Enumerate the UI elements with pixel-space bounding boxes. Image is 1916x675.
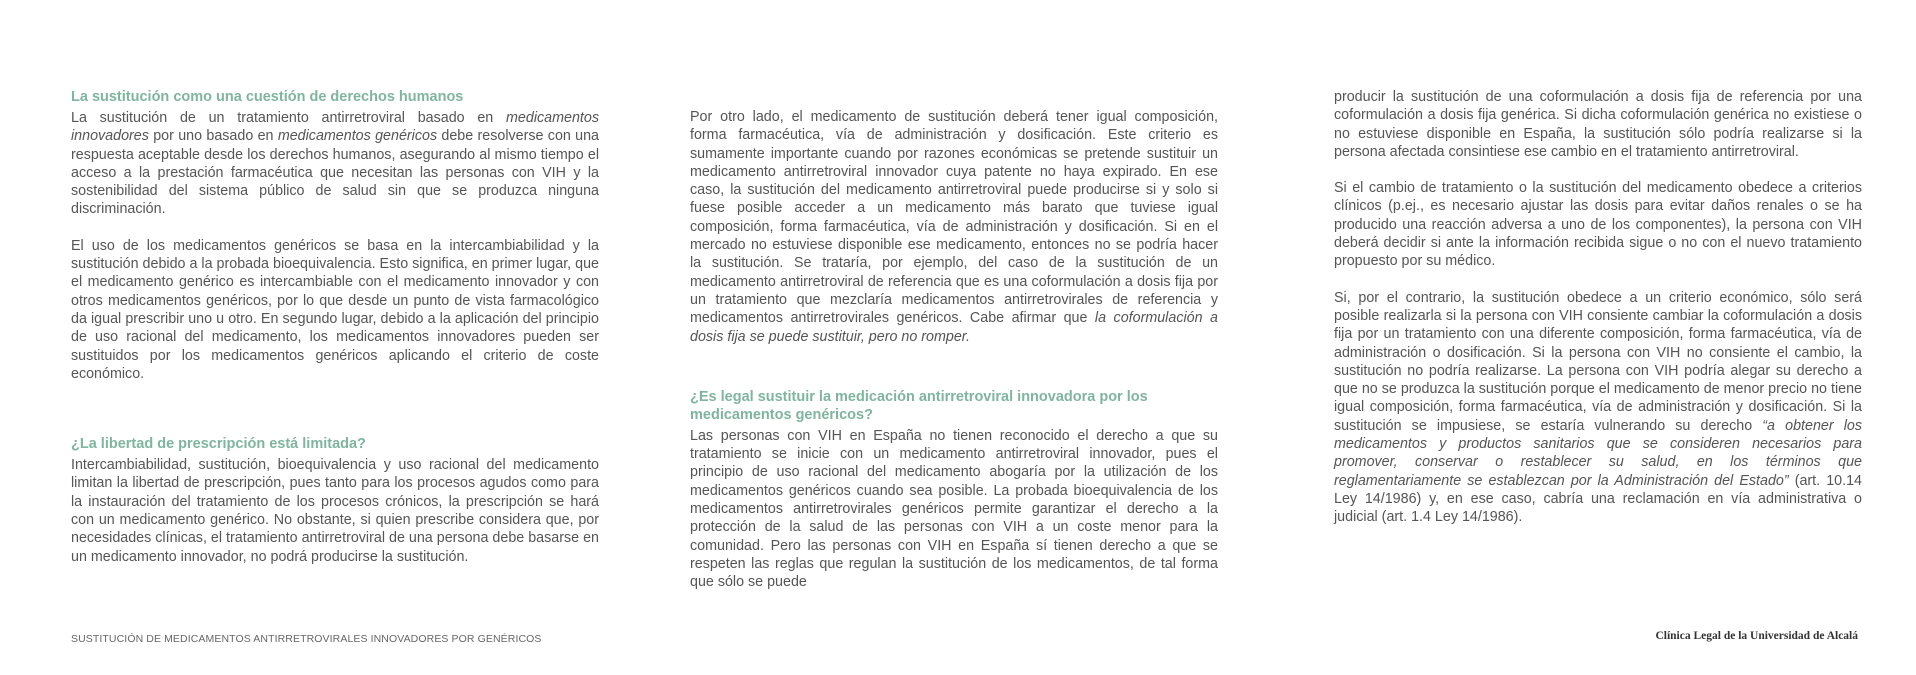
text-run: La sustitución de un tratamiento antirretroviral basado en (71, 110, 507, 126)
italic-text: medicamentos genéricos (277, 128, 438, 145)
footer-publisher: Clínica Legal de la Universidad de Alcalá (1655, 630, 1858, 642)
paragraph: Las personas con VIH en España no tienen reconocido el derecho a que su tratamiento se inicie con un medicamento antirretroviral innovador, pues el principio de uso racional del medicamento abogaría por la utilización de los medicamentos genéricos cuando sea posible. La probada bioequivalencia de los medicamentos antirretrovirales genéricos permite garantizar el derecho a la protección de la salud de las personas con VIH a un coste menor para la comunidad. Pero las personas con VIH en España sí tienen derecho a que se respeten las reglas que regulan la sustitución de los medicamentos, de tal forma que sólo se puede (690, 427, 1218, 591)
italic-text: medicamentos innovadores (71, 110, 599, 145)
paragraph (71, 109, 599, 219)
column-left (71, 88, 599, 584)
paragraph: Si el cambio de tratamiento o la sustitución del medicamento obedece a criterios clínicos (p.ej., es necesario ajustar las dosis para evitar daños renales o se ha producido una reacción adversa a uno de los componentes), la persona con VIH deberá decidir si ante la información recibida sigue o no con el nuevo tratamiento propuesto por su médico. (1334, 180, 1862, 270)
section-heading: ¿La libertad de prescripción está limitada? (71, 436, 366, 453)
column-middle (690, 108, 1218, 610)
section-heading: ¿Es legal sustituir la medicación antirretroviral innovadora por los medicamentos genéricos? (690, 388, 1148, 423)
text-run: Si, por el contrario, la sustitución obedece a un criterio económico, sólo será posible realizarla si la persona con VIH consiente cambiar la coformulación a dosis fija por un tratamiento con una diferente composición, forma farmacéutica, vía de administración o dosificación. Si la persona con VIH no consiente el cambio, la sustitución no podría realizarse. La persona con VIH podría alegar su derecho a que no se produzca la sustitución porque el medicamento de menor precio no tiene igual composición, forma farmacéutica, vía de administración y dosificación. Si la sustitución se impusiese, se estaría vulnerando su derecho (1334, 289, 1862, 434)
section-heading: La sustitución como una cuestión de derechos humanos (71, 89, 464, 105)
paragraph: producir la sustitución de una coformulación a dosis fija de referencia por una coformulación a dosis fija genérica. Si dicha coformulación genérica no existiese o no estuviese disponible en España, la sustitución sólo podría realizarse si la persona afectada consintiese ese cambio en el tratamiento antirretroviral. (1334, 89, 1862, 160)
paragraph: El uso de los medicamentos genéricos se basa en la intercambiabilidad y la sustitución debido a la probada bioequivalencia. Esto significa, en primer lugar, que el medicamento genérico es intercambiable con el medicamento innovador y con otros medicamentos genéricos, por lo que desde un punto de vista farmacológico da igual prescribir uno u otro. En segundo lugar, debido a la aplicación del principio de uso racional del medicamento, los medicamentos innovadores pueden ser sustituidos por los medicamentos genéricos aplicando el criterio de coste económico. (71, 237, 599, 382)
text-run: por uno basado en (148, 128, 278, 145)
text-run: (art. 10.14 Ley 14/1986) y, en ese caso, cabría una reclamación en vía administrativa o judicial (art. 1.4 Ley 14/1986). (1334, 472, 1862, 526)
column-right (1334, 88, 1862, 545)
paragraph (1334, 289, 1862, 527)
paragraph (690, 108, 1218, 346)
italic-text: “a obtener los medicamentos y productos sanitarios que se consideren necesarios para promover, conservar o restablecer su salud, en los términos que reglamentariamente se establezcan por la Administración del Estado” (1334, 417, 1863, 489)
text-run: Por otro lado, el medicamento de sustitución deberá tener igual composición, forma farmacéutica, vía de administración y dosificación. Este criterio es sumamente importante cuando por razones económicas se pretende sustituir un medicamento antirretroviral innovador cuya patente no haya expirado. En ese caso, la sustitución del medicamento antirretroviral puede producirse si y solo si fuese posible acceder a un medicamento más barato que tuviese igual composición, forma farmacéutica, vía de administración y dosificación. Si en el mercado no estuviese disponible ese medicamento, entonces no se podría hacer la sustitución. Se trataría, por ejemplo, del caso de la sustitución de un medicamento antirretroviral de referencia que es una coformulación a dosis fija por un tratamiento que mezclaría medicamentos antirretrovirales de referencia y medicamentos antirretrovirales genéricos. Cabe afirmar que (690, 109, 1218, 327)
text-run: debe resolverse con una respuesta aceptable desde los derechos humanos, asegurando al mismo tiempo el acceso a la prestación farmacéutica que necesitan las personas con VIH y la sostenibilidad del sistema público de salud sin que se produzca ninguna discriminación. (71, 128, 600, 218)
paragraph: Intercambiabilidad, sustitución, bioequivalencia y uso racional del medicamento limitan la libertad de prescripción, pues tanto para los procesos agudos como para la instauración del tratamiento de los procesos crónicos, la prescripción se hará con un medicamento genérico. No obstante, si quien prescribe considera que, por necesidades clínicas, el tratamiento antirretroviral de una persona debe basarse en un medicamento innovador, no podrá producirse la sustitución. (71, 457, 599, 565)
footer-document-title: SUSTITUCIÓN DE MEDICAMENTOS ANTIRRETROVIRALES INNOVADORES POR GENÉRICOS (71, 633, 542, 645)
italic-text: la coformulación a dosis fija se puede sustituir, pero no romper. (690, 310, 1218, 345)
